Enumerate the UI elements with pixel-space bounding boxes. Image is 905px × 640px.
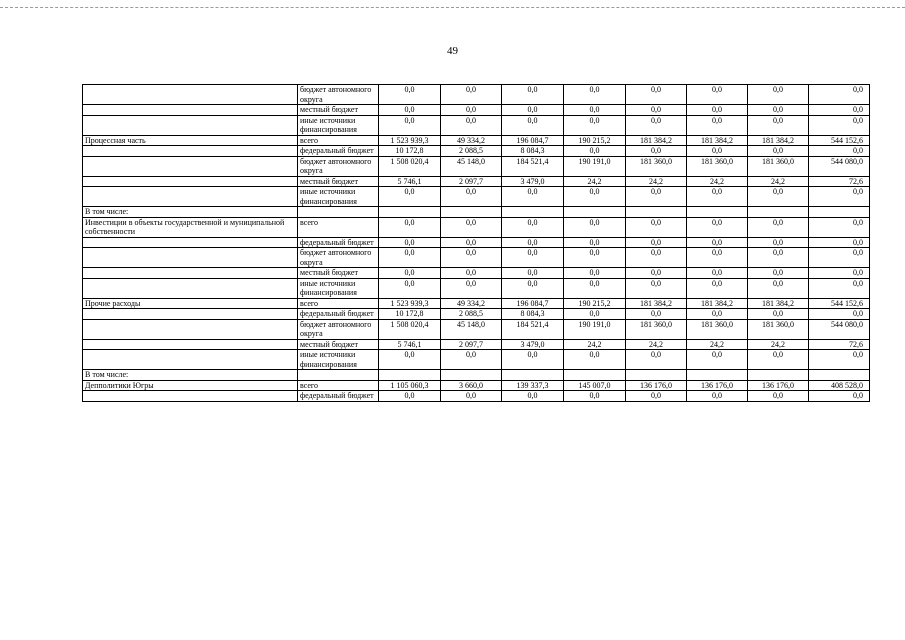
funding-source-cell: местный бюджет (298, 268, 379, 279)
funding-source-cell (298, 207, 379, 218)
funding-source-cell: всего (298, 217, 379, 237)
value-cell (809, 207, 870, 218)
value-cell: 24,2 (687, 339, 748, 350)
value-cell: 0,0 (687, 391, 748, 402)
funding-source-cell: всего (298, 135, 379, 146)
funding-source-cell: местный бюджет (298, 105, 379, 116)
value-cell: 0,0 (809, 146, 870, 157)
value-cell: 0,0 (502, 237, 564, 248)
value-cell: 0,0 (441, 217, 502, 237)
value-cell: 0,0 (687, 268, 748, 279)
value-cell: 0,0 (687, 248, 748, 268)
value-cell: 0,0 (748, 391, 809, 402)
value-cell (809, 370, 870, 381)
value-cell: 24,2 (748, 176, 809, 187)
table-row (83, 187, 870, 207)
row-name-cell (83, 248, 298, 268)
value-cell: 0,0 (687, 115, 748, 135)
row-name-cell: Процессная часть (83, 135, 298, 146)
value-cell: 0,0 (809, 278, 870, 298)
value-cell: 0,0 (748, 105, 809, 116)
value-cell: 0,0 (687, 146, 748, 157)
value-cell: 0,0 (687, 309, 748, 320)
funding-source-cell: бюджет автономного округа (298, 319, 379, 339)
value-cell: 0,0 (809, 309, 870, 320)
value-cell: 544 152,6 (809, 298, 870, 309)
value-cell: 0,0 (564, 146, 626, 157)
funding-source-cell: иные источники финансирования (298, 278, 379, 298)
row-name-cell (83, 391, 298, 402)
value-cell: 0,0 (626, 278, 687, 298)
value-cell: 0,0 (748, 248, 809, 268)
table-row (83, 135, 870, 146)
value-cell: 0,0 (564, 115, 626, 135)
funding-source-cell (298, 370, 379, 381)
value-cell: 544 080,0 (809, 156, 870, 176)
value-cell: 1 508 020,4 (379, 156, 441, 176)
value-cell: 0,0 (748, 309, 809, 320)
table-row (83, 237, 870, 248)
row-name-cell (83, 187, 298, 207)
value-cell: 0,0 (748, 278, 809, 298)
value-cell: 0,0 (687, 278, 748, 298)
value-cell: 0,0 (626, 85, 687, 105)
value-cell: 0,0 (441, 237, 502, 248)
value-cell: 544 080,0 (809, 319, 870, 339)
value-cell: 0,0 (379, 115, 441, 135)
table-row (83, 391, 870, 402)
value-cell (748, 207, 809, 218)
value-cell: 0,0 (502, 278, 564, 298)
value-cell: 3 660,0 (441, 380, 502, 391)
value-cell: 0,0 (809, 85, 870, 105)
value-cell: 0,0 (441, 187, 502, 207)
value-cell (379, 370, 441, 381)
value-cell: 24,2 (626, 176, 687, 187)
value-cell (564, 370, 626, 381)
table-row (83, 146, 870, 157)
row-name-cell (83, 350, 298, 370)
value-cell: 0,0 (809, 350, 870, 370)
value-cell: 0,0 (564, 248, 626, 268)
value-cell: 181 360,0 (748, 156, 809, 176)
value-cell (502, 370, 564, 381)
value-cell: 0,0 (441, 391, 502, 402)
value-cell: 0,0 (748, 85, 809, 105)
table-row (83, 248, 870, 268)
value-cell: 0,0 (379, 248, 441, 268)
value-cell: 0,0 (564, 217, 626, 237)
table-row (83, 176, 870, 187)
value-cell: 0,0 (441, 268, 502, 279)
row-name-cell (83, 176, 298, 187)
value-cell: 0,0 (809, 187, 870, 207)
funding-source-cell: федеральный бюджет (298, 391, 379, 402)
table-row (83, 156, 870, 176)
value-cell: 0,0 (502, 350, 564, 370)
value-cell: 0,0 (687, 105, 748, 116)
value-cell: 196 084,7 (502, 298, 564, 309)
value-cell: 0,0 (809, 248, 870, 268)
value-cell: 0,0 (564, 85, 626, 105)
value-cell: 0,0 (626, 248, 687, 268)
value-cell: 181 384,2 (748, 135, 809, 146)
value-cell: 190 215,2 (564, 298, 626, 309)
table-row (83, 339, 870, 350)
value-cell: 49 334,2 (441, 135, 502, 146)
funding-source-cell: бюджет автономного округа (298, 248, 379, 268)
funding-source-cell: федеральный бюджет (298, 237, 379, 248)
table-row (83, 319, 870, 339)
row-name-cell (83, 85, 298, 105)
value-cell: 136 176,0 (687, 380, 748, 391)
value-cell: 0,0 (748, 115, 809, 135)
value-cell: 145 007,0 (564, 380, 626, 391)
value-cell: 0,0 (379, 217, 441, 237)
value-cell: 181 360,0 (687, 156, 748, 176)
value-cell: 2 097,7 (441, 176, 502, 187)
value-cell: 0,0 (687, 85, 748, 105)
row-name-cell (83, 319, 298, 339)
value-cell: 181 384,2 (748, 298, 809, 309)
value-cell: 136 176,0 (626, 380, 687, 391)
value-cell: 0,0 (441, 350, 502, 370)
row-name-cell (83, 268, 298, 279)
value-cell: 0,0 (687, 237, 748, 248)
value-cell: 24,2 (564, 176, 626, 187)
value-cell: 0,0 (379, 278, 441, 298)
table-row (83, 350, 870, 370)
value-cell: 10 172,8 (379, 309, 441, 320)
value-cell: 0,0 (502, 85, 564, 105)
value-cell: 181 360,0 (687, 319, 748, 339)
value-cell: 181 360,0 (626, 156, 687, 176)
value-cell: 0,0 (502, 115, 564, 135)
row-name-cell: В том числе: (83, 370, 298, 381)
funding-source-cell: всего (298, 298, 379, 309)
funding-source-cell: бюджет автономного округа (298, 85, 379, 105)
value-cell: 10 172,8 (379, 146, 441, 157)
value-cell: 136 176,0 (748, 380, 809, 391)
value-cell: 45 148,0 (441, 319, 502, 339)
funding-source-cell: иные источники финансирования (298, 350, 379, 370)
value-cell: 0,0 (379, 85, 441, 105)
value-cell: 2 097,7 (441, 339, 502, 350)
value-cell: 0,0 (626, 309, 687, 320)
funding-source-cell: всего (298, 380, 379, 391)
value-cell: 0,0 (379, 268, 441, 279)
value-cell: 0,0 (441, 248, 502, 268)
value-cell: 0,0 (809, 268, 870, 279)
value-cell: 8 084,3 (502, 146, 564, 157)
value-cell: 0,0 (564, 391, 626, 402)
value-cell: 190 215,2 (564, 135, 626, 146)
value-cell: 3 479,0 (502, 176, 564, 187)
budget-table (82, 84, 870, 402)
value-cell: 0,0 (626, 237, 687, 248)
table-row (83, 207, 870, 218)
value-cell (748, 370, 809, 381)
value-cell: 0,0 (626, 187, 687, 207)
value-cell: 181 384,2 (626, 298, 687, 309)
value-cell: 139 337,3 (502, 380, 564, 391)
value-cell: 24,2 (626, 339, 687, 350)
value-cell: 5 746,1 (379, 176, 441, 187)
value-cell: 181 384,2 (687, 135, 748, 146)
value-cell: 0,0 (809, 391, 870, 402)
value-cell: 0,0 (687, 350, 748, 370)
value-cell: 184 521,4 (502, 156, 564, 176)
value-cell: 1 105 060,3 (379, 380, 441, 391)
value-cell: 1 523 939,3 (379, 298, 441, 309)
funding-source-cell: иные источники финансирования (298, 115, 379, 135)
value-cell (441, 370, 502, 381)
value-cell: 0,0 (626, 217, 687, 237)
table-row (83, 309, 870, 320)
table-row (83, 298, 870, 309)
value-cell: 190 191,0 (564, 319, 626, 339)
funding-source-cell: иные источники финансирования (298, 187, 379, 207)
row-name-cell: Инвестиции в объекты государственной и муниципальной собственности (83, 217, 298, 237)
row-name-cell (83, 309, 298, 320)
value-cell: 0,0 (379, 350, 441, 370)
value-cell: 0,0 (626, 146, 687, 157)
value-cell: 2 088,5 (441, 309, 502, 320)
row-name-cell (83, 278, 298, 298)
value-cell: 24,2 (564, 339, 626, 350)
value-cell: 0,0 (687, 187, 748, 207)
value-cell (502, 207, 564, 218)
funding-source-cell: федеральный бюджет (298, 146, 379, 157)
value-cell: 0,0 (441, 105, 502, 116)
value-cell: 0,0 (748, 268, 809, 279)
row-name-cell: В том числе: (83, 207, 298, 218)
value-cell (564, 207, 626, 218)
value-cell: 0,0 (502, 217, 564, 237)
value-cell: 0,0 (748, 350, 809, 370)
value-cell: 0,0 (441, 85, 502, 105)
value-cell: 24,2 (748, 339, 809, 350)
value-cell: 0,0 (748, 187, 809, 207)
value-cell: 0,0 (626, 115, 687, 135)
value-cell: 0,0 (441, 278, 502, 298)
table-row (83, 370, 870, 381)
value-cell: 0,0 (626, 350, 687, 370)
value-cell: 0,0 (809, 217, 870, 237)
funding-source-cell: федеральный бюджет (298, 309, 379, 320)
funding-source-cell: бюджет автономного округа (298, 156, 379, 176)
value-cell: 0,0 (687, 217, 748, 237)
value-cell: 181 384,2 (687, 298, 748, 309)
table-row (83, 115, 870, 135)
value-cell: 0,0 (502, 187, 564, 207)
table-row (83, 105, 870, 116)
value-cell: 0,0 (502, 248, 564, 268)
value-cell: 181 360,0 (748, 319, 809, 339)
value-cell: 0,0 (564, 187, 626, 207)
value-cell: 72,6 (809, 339, 870, 350)
value-cell: 0,0 (564, 278, 626, 298)
value-cell: 0,0 (809, 237, 870, 248)
value-cell: 49 334,2 (441, 298, 502, 309)
row-name-cell (83, 156, 298, 176)
value-cell (379, 207, 441, 218)
row-name-cell (83, 146, 298, 157)
value-cell (687, 207, 748, 218)
table-row (83, 380, 870, 391)
value-cell: 181 360,0 (626, 319, 687, 339)
value-cell: 1 508 020,4 (379, 319, 441, 339)
value-cell: 0,0 (748, 217, 809, 237)
table-row (83, 268, 870, 279)
value-cell: 0,0 (564, 105, 626, 116)
funding-source-cell: местный бюджет (298, 339, 379, 350)
value-cell: 2 088,5 (441, 146, 502, 157)
row-name-cell (83, 115, 298, 135)
value-cell: 0,0 (502, 268, 564, 279)
row-name-cell (83, 339, 298, 350)
value-cell: 0,0 (626, 391, 687, 402)
row-name-cell (83, 105, 298, 116)
value-cell: 24,2 (687, 176, 748, 187)
value-cell: 181 384,2 (626, 135, 687, 146)
row-name-cell (83, 237, 298, 248)
value-cell (626, 370, 687, 381)
row-name-cell: Прочие расходы (83, 298, 298, 309)
value-cell: 0,0 (379, 391, 441, 402)
value-cell (441, 207, 502, 218)
value-cell: 0,0 (809, 115, 870, 135)
value-cell: 408 528,0 (809, 380, 870, 391)
value-cell (626, 207, 687, 218)
value-cell (687, 370, 748, 381)
value-cell: 0,0 (379, 187, 441, 207)
value-cell: 3 479,0 (502, 339, 564, 350)
value-cell: 0,0 (626, 105, 687, 116)
scan-edge-line (0, 7, 905, 8)
value-cell: 0,0 (748, 146, 809, 157)
table-row (83, 278, 870, 298)
value-cell: 5 746,1 (379, 339, 441, 350)
value-cell: 196 084,7 (502, 135, 564, 146)
value-cell: 0,0 (379, 105, 441, 116)
value-cell: 184 521,4 (502, 319, 564, 339)
value-cell: 0,0 (502, 105, 564, 116)
value-cell: 0,0 (564, 237, 626, 248)
value-cell: 0,0 (748, 237, 809, 248)
table-row (83, 217, 870, 237)
value-cell: 0,0 (564, 268, 626, 279)
value-cell: 8 084,3 (502, 309, 564, 320)
value-cell: 0,0 (564, 350, 626, 370)
value-cell: 0,0 (809, 105, 870, 116)
value-cell: 190 191,0 (564, 156, 626, 176)
value-cell: 0,0 (626, 268, 687, 279)
value-cell: 45 148,0 (441, 156, 502, 176)
value-cell: 72,6 (809, 176, 870, 187)
value-cell: 544 152,6 (809, 135, 870, 146)
funding-source-cell: местный бюджет (298, 176, 379, 187)
budget-table-body (83, 85, 870, 402)
table-row (83, 85, 870, 105)
value-cell: 0,0 (564, 309, 626, 320)
page-number: 49 (447, 45, 458, 57)
value-cell: 0,0 (441, 115, 502, 135)
value-cell: 0,0 (502, 391, 564, 402)
row-name-cell: Депполитики Югры (83, 380, 298, 391)
value-cell: 1 523 939,3 (379, 135, 441, 146)
value-cell: 0,0 (379, 237, 441, 248)
